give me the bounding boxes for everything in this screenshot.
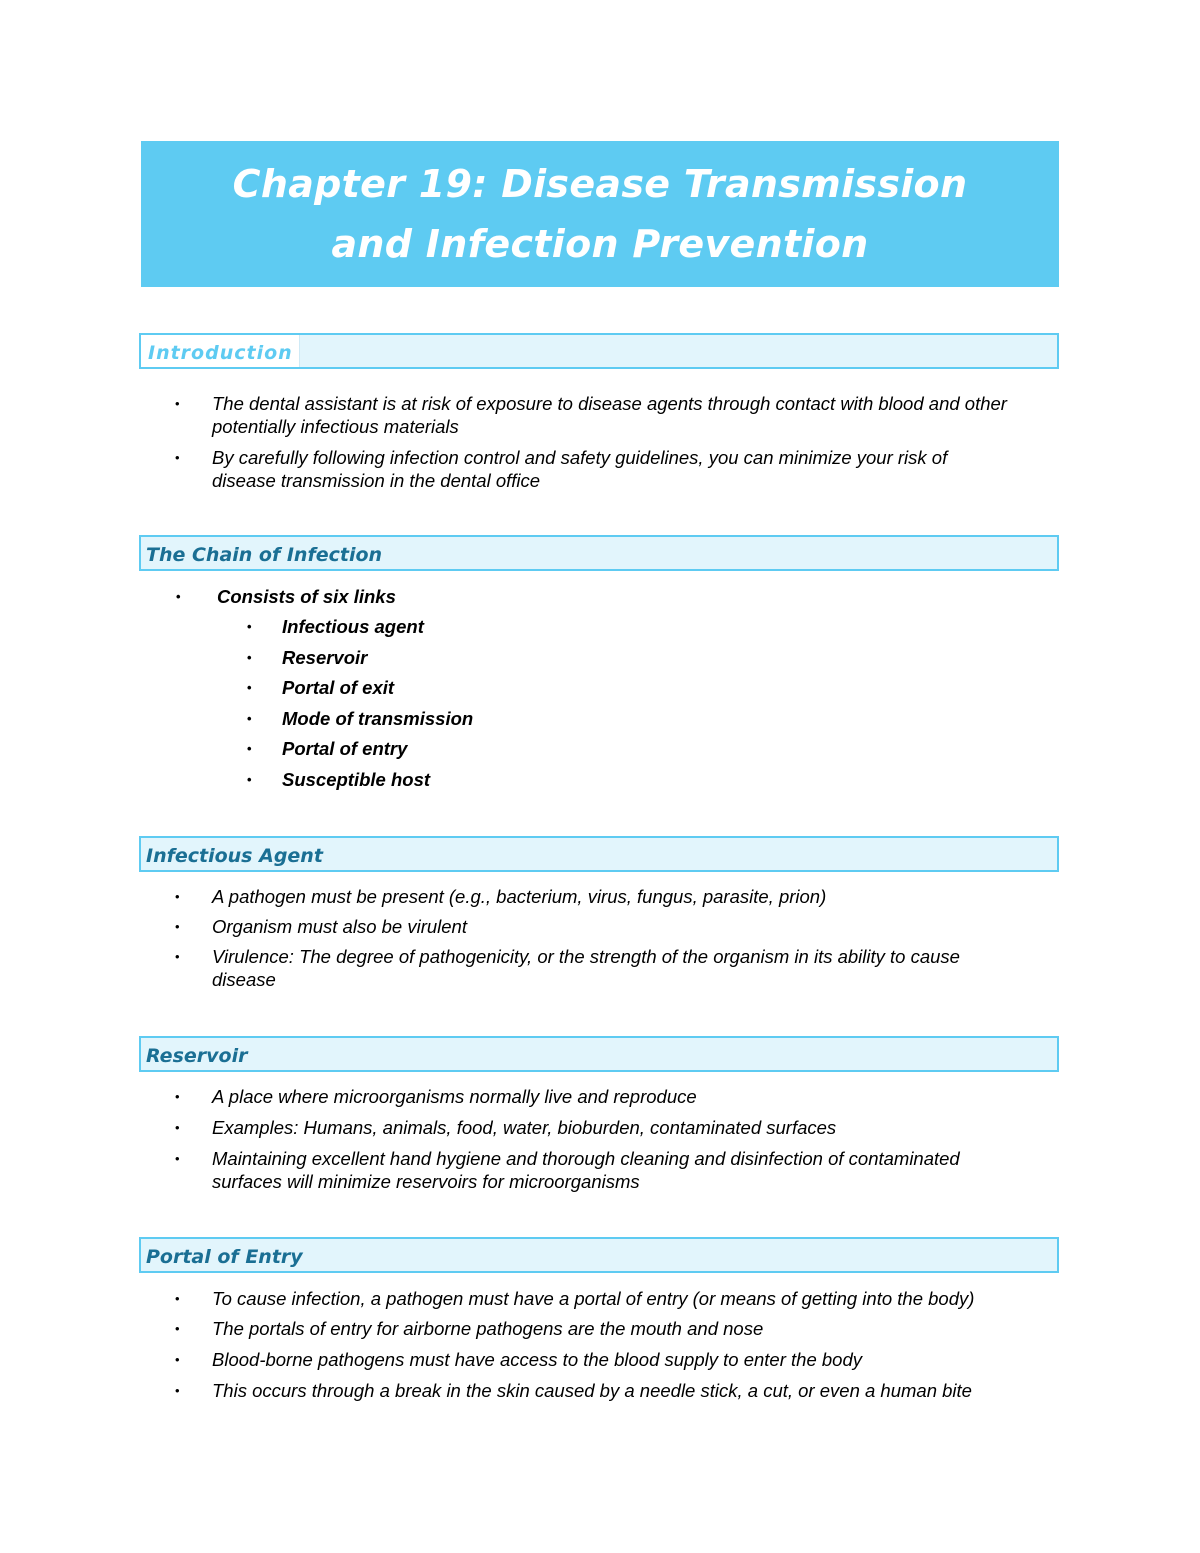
introduction-list: [0, 392, 1072, 492]
list-item-text-cont: disease: [212, 969, 276, 990]
bullet-icon: •: [175, 1352, 180, 1367]
bullet-icon: •: [247, 680, 252, 695]
bullet-icon: •: [175, 396, 180, 411]
list-item-text: The dental assistant is at risk of exposure to disease agents through contact with blood and other: [212, 393, 1007, 414]
entry-heading: Portal of Entry: [146, 1246, 303, 1268]
bullet-icon: •: [175, 889, 180, 904]
list-item-text: This occurs through a break in the skin caused by a needle stick, a cut, or even a human bite: [212, 1380, 972, 1401]
bullet-icon: •: [175, 1383, 180, 1398]
list-item-text: A place where microorganisms normally live and reproduce: [212, 1086, 697, 1107]
chain-main-text: Consists of six links: [217, 586, 396, 607]
reservoir-heading: Reservoir: [146, 1045, 248, 1067]
list-item-text: The portals of entry for airborne pathogens are the mouth and nose: [212, 1318, 764, 1339]
chain-link-text: Mode of transmission: [282, 708, 474, 729]
chain-heading: The Chain of Infection: [146, 544, 383, 566]
list-item: [0, 1287, 1072, 1310]
list-item-text: A pathogen must be present (e.g., bacterium, virus, fungus, parasite, prion): [212, 886, 827, 907]
chain-link-text: Reservoir: [282, 647, 368, 668]
list-item-text: Virulence: The degree of pathogenicity, or the strength of the organism in its ability to cause: [212, 946, 960, 967]
bullet-icon: •: [176, 589, 181, 604]
bullet-icon: •: [247, 650, 252, 665]
list-item: [0, 1085, 1072, 1108]
reservoir-list: [0, 1085, 1072, 1193]
list-item: [0, 1317, 1072, 1340]
bullet-icon: •: [175, 1321, 180, 1336]
chain-link-text: Portal of entry: [282, 738, 408, 759]
chain-link-text: Infectious agent: [282, 616, 424, 637]
bullet-icon: •: [247, 711, 252, 726]
list-item: [0, 885, 1072, 908]
bullet-icon: •: [175, 919, 180, 934]
bullet-icon: •: [175, 949, 180, 964]
introduction-heading-box: [139, 333, 1059, 369]
agent-list: [0, 885, 1072, 991]
list-item-text-cont: surfaces will minimize reservoirs for microorganisms: [212, 1171, 640, 1192]
chain-link-text: Portal of exit: [282, 677, 395, 698]
entry-list: [0, 1287, 1072, 1402]
bullet-icon: •: [175, 1151, 180, 1166]
list-item: [0, 1348, 1072, 1371]
bullet-icon: •: [175, 1291, 180, 1306]
reservoir-heading-box: [139, 1036, 1059, 1072]
agent-heading-box: [139, 836, 1059, 872]
list-item: [0, 1379, 1072, 1402]
chain-heading-box: [139, 535, 1059, 571]
list-item: [0, 1147, 1072, 1193]
list-item-text: Maintaining excellent hand hygiene and thorough cleaning and disinfection of contaminated: [212, 1148, 960, 1169]
agent-heading: Infectious Agent: [146, 845, 323, 867]
list-item: [0, 915, 1072, 938]
list-item-text: To cause infection, a pathogen must have a portal of entry (or means of getting into the body): [212, 1288, 975, 1309]
bullet-icon: •: [175, 450, 180, 465]
bullet-icon: •: [247, 772, 252, 787]
title-line-2: and Infection Prevention: [331, 222, 869, 266]
bullet-icon: •: [247, 741, 252, 756]
entry-heading-box: [139, 1237, 1059, 1273]
list-item: [0, 392, 1072, 438]
list-item-text: By carefully following infection control and safety guidelines, you can minimize your risk of: [212, 447, 948, 468]
bullet-icon: •: [247, 619, 252, 634]
list-item-text: Organism must also be virulent: [212, 916, 467, 937]
list-item: [0, 446, 1072, 492]
introduction-heading: Introduction: [148, 342, 293, 364]
chain-link-text: Susceptible host: [282, 769, 431, 790]
list-item-text-cont: potentially infectious materials: [212, 416, 459, 437]
list-item: [0, 1116, 1072, 1139]
bullet-icon: •: [175, 1120, 180, 1135]
list-item-text: Examples: Humans, animals, food, water, bioburden, contaminated surfaces: [212, 1117, 837, 1138]
introduction-heading-fill: [299, 335, 1057, 367]
title-line-1: Chapter 19: Disease Transmission: [232, 162, 968, 206]
list-item: [0, 945, 1072, 991]
list-item-text-cont: disease transmission in the dental office: [212, 470, 541, 491]
title-banner: [141, 141, 1059, 287]
list-item-text: Blood-borne pathogens must have access to the blood supply to enter the body: [212, 1349, 862, 1370]
bullet-icon: •: [175, 1089, 180, 1104]
